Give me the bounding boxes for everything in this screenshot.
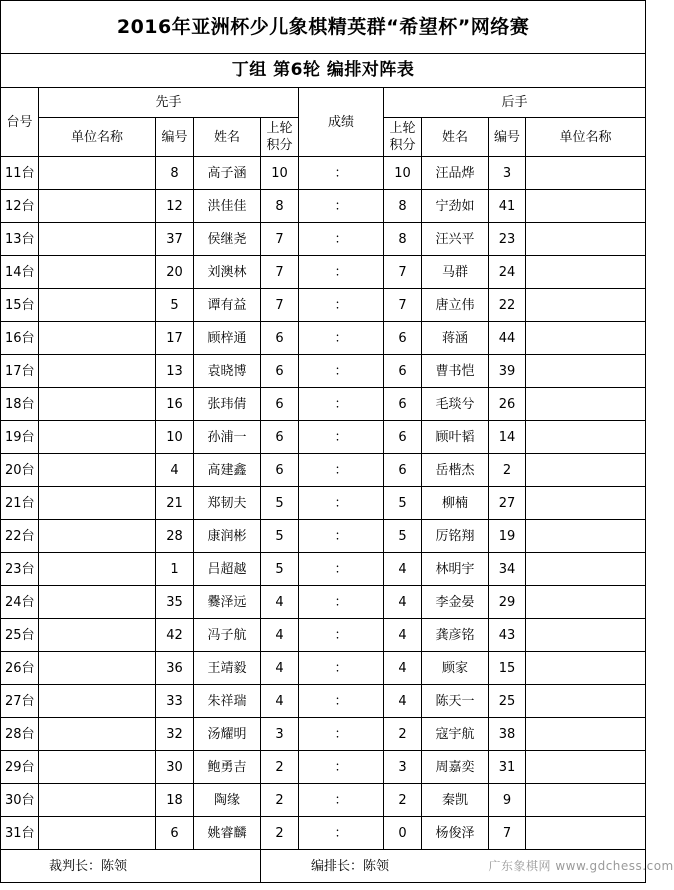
board-number: 16台 bbox=[1, 322, 39, 355]
second-player-name: 顾家 bbox=[422, 652, 489, 685]
second-player-prev-points: 6 bbox=[384, 454, 422, 487]
second-player-prev-points: 3 bbox=[384, 751, 422, 784]
result-cell: ： bbox=[299, 289, 384, 322]
first-player-unit bbox=[39, 784, 156, 817]
result-cell: ： bbox=[299, 157, 384, 190]
header-p2-unit: 单位名称 bbox=[526, 118, 646, 157]
second-player-prev-points: 4 bbox=[384, 553, 422, 586]
table-row bbox=[1, 454, 646, 487]
first-player-name: 张玮倩 bbox=[194, 388, 261, 421]
board-number: 23台 bbox=[1, 553, 39, 586]
header-p1-name: 姓名 bbox=[194, 118, 261, 157]
first-player-unit bbox=[39, 718, 156, 751]
second-player-unit bbox=[526, 487, 646, 520]
first-player-number: 13 bbox=[156, 355, 194, 388]
table-row bbox=[1, 718, 646, 751]
round-subtitle: 丁组 第6轮 编排对阵表 bbox=[1, 54, 646, 88]
second-player-unit bbox=[526, 817, 646, 850]
first-player-prev-points: 4 bbox=[261, 619, 299, 652]
first-player-prev-points: 6 bbox=[261, 322, 299, 355]
second-player-number: 25 bbox=[489, 685, 526, 718]
chief-arbiter: 编排长：陈领 bbox=[261, 850, 489, 883]
chief-referee: 裁判长：陈领 bbox=[1, 850, 261, 883]
second-player-name: 陈天一 bbox=[422, 685, 489, 718]
second-player-unit bbox=[526, 388, 646, 421]
first-player-number: 37 bbox=[156, 223, 194, 256]
result-cell: ： bbox=[299, 619, 384, 652]
table-row bbox=[1, 817, 646, 850]
second-player-prev-points: 2 bbox=[384, 784, 422, 817]
second-player-number: 26 bbox=[489, 388, 526, 421]
second-player-name: 毛琰兮 bbox=[422, 388, 489, 421]
first-player-name: 刘澳林 bbox=[194, 256, 261, 289]
table-row bbox=[1, 487, 646, 520]
first-player-number: 12 bbox=[156, 190, 194, 223]
first-player-unit bbox=[39, 256, 156, 289]
first-player-number: 28 bbox=[156, 520, 194, 553]
board-number: 19台 bbox=[1, 421, 39, 454]
first-player-prev-points: 6 bbox=[261, 454, 299, 487]
first-player-name: 冯子航 bbox=[194, 619, 261, 652]
first-player-number: 21 bbox=[156, 487, 194, 520]
first-player-name: 郑韧夫 bbox=[194, 487, 261, 520]
second-player-name: 汪品烨 bbox=[422, 157, 489, 190]
result-cell: ： bbox=[299, 190, 384, 223]
board-number: 12台 bbox=[1, 190, 39, 223]
second-player-number: 43 bbox=[489, 619, 526, 652]
result-cell: ： bbox=[299, 388, 384, 421]
first-player-number: 8 bbox=[156, 157, 194, 190]
first-player-name: 姚睿麟 bbox=[194, 817, 261, 850]
result-cell: ： bbox=[299, 487, 384, 520]
first-player-prev-points: 4 bbox=[261, 685, 299, 718]
second-player-unit bbox=[526, 421, 646, 454]
second-player-number: 31 bbox=[489, 751, 526, 784]
second-player-prev-points: 4 bbox=[384, 652, 422, 685]
first-player-name: 孙浦一 bbox=[194, 421, 261, 454]
result-cell: ： bbox=[299, 223, 384, 256]
table-row bbox=[1, 190, 646, 223]
first-player-number: 5 bbox=[156, 289, 194, 322]
first-player-prev-points: 6 bbox=[261, 388, 299, 421]
second-player-name: 唐立伟 bbox=[422, 289, 489, 322]
second-player-unit bbox=[526, 355, 646, 388]
table-row bbox=[1, 784, 646, 817]
first-player-unit bbox=[39, 157, 156, 190]
first-player-number: 36 bbox=[156, 652, 194, 685]
first-player-prev-points: 10 bbox=[261, 157, 299, 190]
second-player-prev-points: 6 bbox=[384, 388, 422, 421]
second-player-name: 柳楠 bbox=[422, 487, 489, 520]
second-player-prev-points: 8 bbox=[384, 223, 422, 256]
second-player-prev-points: 6 bbox=[384, 421, 422, 454]
first-player-prev-points: 6 bbox=[261, 421, 299, 454]
header-second-player: 后手 bbox=[384, 88, 646, 118]
header-p2-name: 姓名 bbox=[422, 118, 489, 157]
board-number: 20台 bbox=[1, 454, 39, 487]
table-row bbox=[1, 619, 646, 652]
header-result: 成绩 bbox=[299, 88, 384, 157]
site-watermark: 广东象棋网 www.gdchess.com bbox=[489, 850, 646, 883]
board-number: 14台 bbox=[1, 256, 39, 289]
second-player-number: 38 bbox=[489, 718, 526, 751]
second-player-prev-points: 0 bbox=[384, 817, 422, 850]
second-player-unit bbox=[526, 652, 646, 685]
table-row bbox=[1, 388, 646, 421]
table-row bbox=[1, 553, 646, 586]
first-player-prev-points: 5 bbox=[261, 553, 299, 586]
first-player-number: 32 bbox=[156, 718, 194, 751]
pairing-rows bbox=[1, 157, 646, 850]
second-player-unit bbox=[526, 553, 646, 586]
table-row bbox=[1, 751, 646, 784]
first-player-unit bbox=[39, 586, 156, 619]
second-player-number: 34 bbox=[489, 553, 526, 586]
second-player-number: 3 bbox=[489, 157, 526, 190]
board-number: 31台 bbox=[1, 817, 39, 850]
board-number: 26台 bbox=[1, 652, 39, 685]
second-player-unit bbox=[526, 685, 646, 718]
result-cell: ： bbox=[299, 751, 384, 784]
first-player-unit bbox=[39, 619, 156, 652]
first-player-unit bbox=[39, 421, 156, 454]
table-row bbox=[1, 520, 646, 553]
board-number: 11台 bbox=[1, 157, 39, 190]
first-player-prev-points: 5 bbox=[261, 520, 299, 553]
second-player-number: 7 bbox=[489, 817, 526, 850]
first-player-unit bbox=[39, 685, 156, 718]
board-number: 17台 bbox=[1, 355, 39, 388]
table-row bbox=[1, 586, 646, 619]
first-player-name: 高子涵 bbox=[194, 157, 261, 190]
second-player-unit bbox=[526, 454, 646, 487]
board-number: 18台 bbox=[1, 388, 39, 421]
second-player-name: 顾叶韬 bbox=[422, 421, 489, 454]
first-player-prev-points: 3 bbox=[261, 718, 299, 751]
second-player-unit bbox=[526, 157, 646, 190]
first-player-unit bbox=[39, 652, 156, 685]
first-player-unit bbox=[39, 190, 156, 223]
first-player-prev-points: 6 bbox=[261, 355, 299, 388]
first-player-unit bbox=[39, 355, 156, 388]
table-row bbox=[1, 157, 646, 190]
second-player-name: 汪兴平 bbox=[422, 223, 489, 256]
second-player-unit bbox=[526, 322, 646, 355]
board-number: 13台 bbox=[1, 223, 39, 256]
first-player-name: 陶缘 bbox=[194, 784, 261, 817]
board-number: 28台 bbox=[1, 718, 39, 751]
header-p2-prev-points: 上轮积分 bbox=[384, 118, 422, 157]
result-cell: ： bbox=[299, 355, 384, 388]
first-player-name: 高建鑫 bbox=[194, 454, 261, 487]
second-player-name: 秦凯 bbox=[422, 784, 489, 817]
header-p2-number: 编号 bbox=[489, 118, 526, 157]
second-player-unit bbox=[526, 256, 646, 289]
board-number: 15台 bbox=[1, 289, 39, 322]
table-row bbox=[1, 652, 646, 685]
second-player-unit bbox=[526, 751, 646, 784]
result-cell: ： bbox=[299, 586, 384, 619]
first-player-unit bbox=[39, 289, 156, 322]
first-player-number: 6 bbox=[156, 817, 194, 850]
second-player-name: 李金晏 bbox=[422, 586, 489, 619]
second-player-number: 23 bbox=[489, 223, 526, 256]
first-player-unit bbox=[39, 454, 156, 487]
second-player-prev-points: 5 bbox=[384, 520, 422, 553]
second-player-prev-points: 5 bbox=[384, 487, 422, 520]
second-player-unit bbox=[526, 190, 646, 223]
second-player-name: 林明宇 bbox=[422, 553, 489, 586]
first-player-prev-points: 7 bbox=[261, 256, 299, 289]
second-player-unit bbox=[526, 619, 646, 652]
second-player-number: 24 bbox=[489, 256, 526, 289]
table-row bbox=[1, 421, 646, 454]
header-p1-unit: 单位名称 bbox=[39, 118, 156, 157]
header-p1-prev-points: 上轮积分 bbox=[261, 118, 299, 157]
second-player-unit bbox=[526, 520, 646, 553]
header-first-player: 先手 bbox=[39, 88, 299, 118]
first-player-prev-points: 7 bbox=[261, 289, 299, 322]
second-player-prev-points: 4 bbox=[384, 685, 422, 718]
first-player-name: 朱祥瑞 bbox=[194, 685, 261, 718]
result-cell: ： bbox=[299, 817, 384, 850]
result-cell: ： bbox=[299, 520, 384, 553]
second-player-number: 2 bbox=[489, 454, 526, 487]
second-player-unit bbox=[526, 289, 646, 322]
first-player-number: 1 bbox=[156, 553, 194, 586]
second-player-number: 14 bbox=[489, 421, 526, 454]
first-player-prev-points: 4 bbox=[261, 652, 299, 685]
second-player-prev-points: 6 bbox=[384, 355, 422, 388]
board-number: 29台 bbox=[1, 751, 39, 784]
first-player-unit bbox=[39, 553, 156, 586]
result-cell: ： bbox=[299, 784, 384, 817]
second-player-prev-points: 4 bbox=[384, 586, 422, 619]
first-player-unit bbox=[39, 388, 156, 421]
second-player-number: 39 bbox=[489, 355, 526, 388]
table-row bbox=[1, 355, 646, 388]
first-player-name: 侯继尧 bbox=[194, 223, 261, 256]
first-player-prev-points: 2 bbox=[261, 784, 299, 817]
board-number: 27台 bbox=[1, 685, 39, 718]
first-player-number: 18 bbox=[156, 784, 194, 817]
second-player-name: 岳楷杰 bbox=[422, 454, 489, 487]
table-row bbox=[1, 256, 646, 289]
first-player-number: 17 bbox=[156, 322, 194, 355]
first-player-number: 10 bbox=[156, 421, 194, 454]
first-player-name: 吕超越 bbox=[194, 553, 261, 586]
second-player-name: 杨俊泽 bbox=[422, 817, 489, 850]
result-cell: ： bbox=[299, 718, 384, 751]
first-player-name: 汤耀明 bbox=[194, 718, 261, 751]
first-player-unit bbox=[39, 520, 156, 553]
first-player-prev-points: 2 bbox=[261, 751, 299, 784]
second-player-unit bbox=[526, 223, 646, 256]
first-player-unit bbox=[39, 223, 156, 256]
second-player-name: 蒋涵 bbox=[422, 322, 489, 355]
second-player-name: 龚彦铭 bbox=[422, 619, 489, 652]
first-player-prev-points: 2 bbox=[261, 817, 299, 850]
first-player-unit bbox=[39, 487, 156, 520]
second-player-prev-points: 7 bbox=[384, 256, 422, 289]
second-player-prev-points: 4 bbox=[384, 619, 422, 652]
header-p1-number: 编号 bbox=[156, 118, 194, 157]
second-player-name: 宁劲如 bbox=[422, 190, 489, 223]
first-player-name: 袁晓博 bbox=[194, 355, 261, 388]
board-number: 21台 bbox=[1, 487, 39, 520]
second-player-number: 44 bbox=[489, 322, 526, 355]
result-cell: ： bbox=[299, 553, 384, 586]
result-cell: ： bbox=[299, 652, 384, 685]
second-player-unit bbox=[526, 718, 646, 751]
first-player-number: 20 bbox=[156, 256, 194, 289]
second-player-name: 曹书恺 bbox=[422, 355, 489, 388]
page-title: 2016年亚洲杯少儿象棋精英群“希望杯”网络赛 bbox=[1, 1, 646, 54]
first-player-prev-points: 5 bbox=[261, 487, 299, 520]
result-cell: ： bbox=[299, 454, 384, 487]
first-player-number: 16 bbox=[156, 388, 194, 421]
table-row bbox=[1, 685, 646, 718]
board-number: 30台 bbox=[1, 784, 39, 817]
first-player-name: 康润彬 bbox=[194, 520, 261, 553]
first-player-prev-points: 8 bbox=[261, 190, 299, 223]
second-player-number: 15 bbox=[489, 652, 526, 685]
first-player-number: 30 bbox=[156, 751, 194, 784]
second-player-unit bbox=[526, 586, 646, 619]
first-player-number: 33 bbox=[156, 685, 194, 718]
second-player-prev-points: 10 bbox=[384, 157, 422, 190]
second-player-prev-points: 8 bbox=[384, 190, 422, 223]
second-player-number: 29 bbox=[489, 586, 526, 619]
first-player-name: 鲍勇吉 bbox=[194, 751, 261, 784]
first-player-number: 4 bbox=[156, 454, 194, 487]
board-number: 22台 bbox=[1, 520, 39, 553]
second-player-number: 9 bbox=[489, 784, 526, 817]
second-player-number: 27 bbox=[489, 487, 526, 520]
board-number: 24台 bbox=[1, 586, 39, 619]
board-number: 25台 bbox=[1, 619, 39, 652]
first-player-number: 42 bbox=[156, 619, 194, 652]
second-player-prev-points: 7 bbox=[384, 289, 422, 322]
result-cell: ： bbox=[299, 421, 384, 454]
second-player-name: 马群 bbox=[422, 256, 489, 289]
result-cell: ： bbox=[299, 322, 384, 355]
first-player-unit bbox=[39, 322, 156, 355]
first-player-name: 爨泽远 bbox=[194, 586, 261, 619]
second-player-prev-points: 2 bbox=[384, 718, 422, 751]
first-player-name: 洪佳佳 bbox=[194, 190, 261, 223]
second-player-name: 寇宇航 bbox=[422, 718, 489, 751]
first-player-unit bbox=[39, 817, 156, 850]
result-cell: ： bbox=[299, 256, 384, 289]
table-row bbox=[1, 223, 646, 256]
second-player-name: 周嘉奕 bbox=[422, 751, 489, 784]
first-player-name: 王靖毅 bbox=[194, 652, 261, 685]
first-player-name: 谭有益 bbox=[194, 289, 261, 322]
first-player-prev-points: 4 bbox=[261, 586, 299, 619]
table-row bbox=[1, 289, 646, 322]
second-player-name: 厉铭翔 bbox=[422, 520, 489, 553]
first-player-unit bbox=[39, 751, 156, 784]
second-player-prev-points: 6 bbox=[384, 322, 422, 355]
first-player-number: 35 bbox=[156, 586, 194, 619]
second-player-number: 22 bbox=[489, 289, 526, 322]
header-board: 台号 bbox=[1, 88, 39, 157]
second-player-number: 41 bbox=[489, 190, 526, 223]
second-player-unit bbox=[526, 784, 646, 817]
first-player-prev-points: 7 bbox=[261, 223, 299, 256]
second-player-number: 19 bbox=[489, 520, 526, 553]
result-cell: ： bbox=[299, 685, 384, 718]
first-player-name: 顾梓通 bbox=[194, 322, 261, 355]
table-row bbox=[1, 322, 646, 355]
